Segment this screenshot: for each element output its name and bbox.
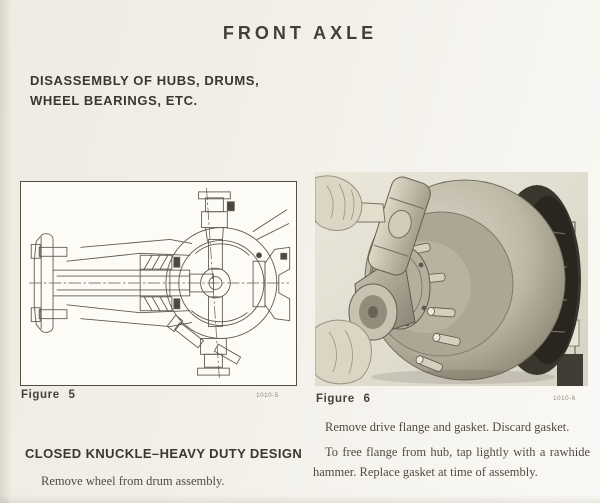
figure6-frame [315, 172, 588, 386]
subsection-heading: CLOSED KNUCKLE–HEAVY DUTY DESIGN [25, 446, 303, 461]
section-heading-line-2: WHEEL BEARINGS, ETC. [30, 93, 198, 108]
figure5-axle-cross-section-drawing [21, 182, 296, 385]
right-column-paragraph-1: Remove drive flange and gasket. Discard gasket. [325, 420, 570, 434]
left-column-paragraph: Remove wheel from drum assembly. [41, 474, 225, 488]
kingpin-centerline [207, 188, 220, 379]
figure5-frame [20, 181, 297, 386]
figure5-caption: Figure 5 [21, 389, 76, 401]
knuckle-bolt [167, 315, 205, 349]
kingpin-upper [199, 192, 235, 242]
figure6-plate-number: 1010-6 [553, 395, 576, 402]
section-heading [30, 71, 259, 111]
figure5-plate-number: 1010-5 [256, 392, 279, 399]
figure6-caption: Figure 6 [316, 393, 371, 405]
steering-arm-lines [253, 210, 289, 240]
figure6-hammer-flange-photo [315, 172, 588, 386]
page-title: FRONT AXLE [222, 23, 378, 43]
section-heading-line-1: DISASSEMBLY OF HUBS, DRUMS, [30, 73, 260, 88]
right-column-paragraph-2: To free flange from hub, tap lightly with a rawhide hammer. Replace gasket at time of assembly. [313, 445, 590, 479]
